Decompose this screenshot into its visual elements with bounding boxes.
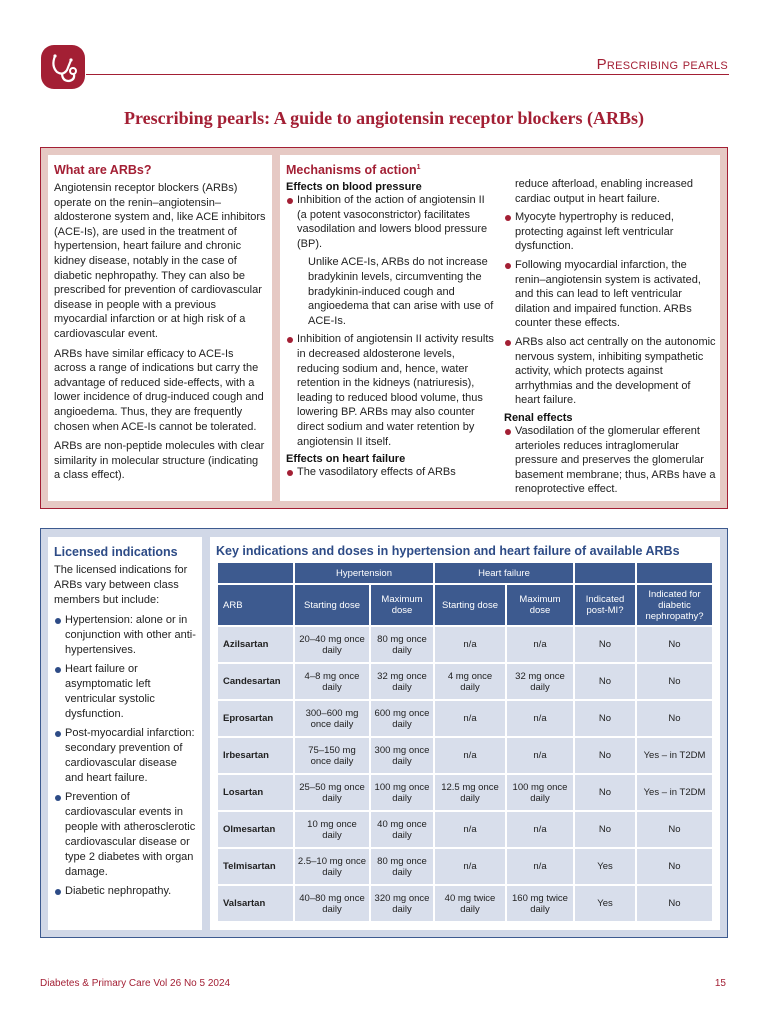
arb-table bbox=[216, 561, 714, 923]
list-item: Prevention of cardiovascular events in people with atherosclerotic cardiovascular disease or type 2 diabetes with organ damage. bbox=[54, 790, 196, 880]
cell-hf-max: n/a bbox=[507, 849, 573, 884]
list-item-continued: reduce afterload, enabling increased cardiac output in heart failure. bbox=[515, 178, 693, 205]
cell-ht-max: 320 mg once daily bbox=[371, 886, 433, 921]
col-header: Maximum dose bbox=[371, 585, 433, 625]
indented-note: Unlike ACE-Is, ARBs do not increase bradykinin levels, circumventing the bradykinin-induced cough and angioedema that can arise with use of ACE-Is. bbox=[308, 256, 494, 327]
cell-hf-start: 4 mg once daily bbox=[435, 664, 505, 699]
cell-hf-max: n/a bbox=[507, 812, 573, 847]
cell-arb: Eprosartan bbox=[218, 701, 293, 736]
footer-journal: Diabetes & Primary Care Vol 26 No 5 2024 bbox=[40, 978, 231, 989]
list-item: Inhibition of the action of angiotensin II (a potent vasoconstrictor) facilitates vasodilation and lowers blood pressure (BP). bbox=[286, 193, 496, 251]
renal-heading: Renal effects bbox=[504, 411, 573, 424]
cell-hf-max: 100 mg once daily bbox=[507, 775, 573, 810]
cell-ht-start: 10 mg once daily bbox=[295, 812, 369, 847]
list-item: Vasodilation of the glomerular efferent arterioles reduces intraglomerular pressure and preserves the glomerular basement membrane; thus, ARBs have a renoprotective effect. bbox=[504, 424, 716, 497]
col-header: Indicated for diabetic nephropathy? bbox=[637, 585, 712, 625]
header-blank bbox=[218, 563, 293, 583]
list-item: ARBs also act centrally on the autonomic nervous system, inhibiting sympathetic activity, which protects against arrhythmias and the development of heart failure. bbox=[504, 335, 716, 408]
cell-hf-start: n/a bbox=[435, 849, 505, 884]
table-title: Key indications and doses in hypertension and heart failure of available ARBs bbox=[216, 544, 680, 558]
cell-hf-start: n/a bbox=[435, 627, 505, 662]
cell-ht-max: 40 mg once daily bbox=[371, 812, 433, 847]
cell-arb: Candesartan bbox=[218, 664, 293, 699]
cell-arb: Azilsartan bbox=[218, 627, 293, 662]
list-item: Hypertension: alone or in conjunction with other anti-hypertensives. bbox=[54, 613, 196, 658]
table-row bbox=[218, 664, 712, 699]
paragraph: ARBs are non-peptide molecules with clear similarity in molecular structure (indicating a class effect). bbox=[54, 440, 265, 482]
cell-post-mi: No bbox=[575, 664, 635, 699]
col-header: Indicated post-MI? bbox=[575, 585, 635, 625]
cell-ht-start: 20–40 mg once daily bbox=[295, 627, 369, 662]
section-label: Prescribing pearls bbox=[596, 56, 728, 73]
cell-hf-start: n/a bbox=[435, 738, 505, 773]
cell-arb: Olmesartan bbox=[218, 812, 293, 847]
licensed-indications-panel bbox=[48, 537, 202, 930]
what-are-arbs-panel bbox=[48, 155, 272, 501]
table-row bbox=[218, 738, 712, 773]
cell-arb: Losartan bbox=[218, 775, 293, 810]
cell-hf-max: n/a bbox=[507, 627, 573, 662]
cell-hf-start: 40 mg twice daily bbox=[435, 886, 505, 921]
paragraph: ARBs have similar efficacy to ACE-Is across a range of indications but carry the advantage of reduced side-effects, with a lower incidence of drug-induced cough and angioedema. Thus, they are frequently chosen when ACE-Is cannot be tolerated. bbox=[54, 347, 264, 433]
list-item: Myocyte hypertrophy is reduced, protecting against left ventricular dysfunction. bbox=[504, 210, 716, 254]
what-are-arbs-title: What are ARBs? bbox=[54, 163, 152, 177]
cell-post-mi: Yes bbox=[575, 849, 635, 884]
cell-post-mi: Yes bbox=[575, 886, 635, 921]
hf-heading: Effects on heart failure bbox=[286, 453, 406, 466]
cell-post-mi: No bbox=[575, 738, 635, 773]
table-row bbox=[218, 812, 712, 847]
cell-ht-max: 300 mg once daily bbox=[371, 738, 433, 773]
table-row bbox=[218, 627, 712, 662]
cell-hf-max: n/a bbox=[507, 701, 573, 736]
list-item: Heart failure or asymptomatic left ventricular systolic dysfunction. bbox=[54, 662, 196, 722]
cell-nephro: No bbox=[637, 664, 712, 699]
cell-nephro: No bbox=[637, 849, 712, 884]
cell-ht-max: 100 mg once daily bbox=[371, 775, 433, 810]
cell-nephro: Yes – in T2DM bbox=[637, 775, 712, 810]
cell-ht-max: 80 mg once daily bbox=[371, 627, 433, 662]
header-rule bbox=[86, 74, 729, 75]
cell-arb: Valsartan bbox=[218, 886, 293, 921]
cell-ht-max: 600 mg once daily bbox=[371, 701, 433, 736]
list-item: The vasodilatory effects of ARBs bbox=[286, 465, 496, 480]
mechanisms-panel bbox=[280, 155, 720, 501]
cell-post-mi: No bbox=[575, 812, 635, 847]
cell-hf-max: 160 mg twice daily bbox=[507, 886, 573, 921]
table-row bbox=[218, 849, 712, 884]
col-header: ARB bbox=[218, 585, 293, 625]
cell-nephro: No bbox=[637, 701, 712, 736]
cell-ht-max: 32 mg once daily bbox=[371, 664, 433, 699]
cell-ht-start: 300–600 mg once daily bbox=[295, 701, 369, 736]
col-header: Starting dose bbox=[295, 585, 369, 625]
table-row bbox=[218, 701, 712, 736]
cell-ht-start: 2.5–10 mg once daily bbox=[295, 849, 369, 884]
stethoscope-icon bbox=[40, 44, 86, 90]
cell-post-mi: No bbox=[575, 775, 635, 810]
cell-hf-start: n/a bbox=[435, 701, 505, 736]
list-item: Diabetic nephropathy. bbox=[54, 884, 196, 899]
licensed-indications-title: Licensed indications bbox=[54, 545, 178, 559]
cell-hf-max: n/a bbox=[507, 738, 573, 773]
group-heart-failure: Heart failure bbox=[435, 563, 573, 583]
cell-ht-start: 25–50 mg once daily bbox=[295, 775, 369, 810]
table-row bbox=[218, 775, 712, 810]
header-blank bbox=[637, 563, 712, 583]
cell-arb: Irbesartan bbox=[218, 738, 293, 773]
list-item: Following myocardial infarction, the renin–angiotensin system is activated, and this can lead to left ventricular dilation and impaired function. ARBs counter these effects. bbox=[504, 258, 716, 331]
cell-ht-max: 80 mg once daily bbox=[371, 849, 433, 884]
col-header: Maximum dose bbox=[507, 585, 573, 625]
paragraph: Angiotensin receptor blockers (ARBs) operate on the renin–angiotensin–aldosterone system and, like ACE inhibitors (ACE-Is), are used in the treatment of hypertension, heart failure and chronic kidney disease, notably in the case of diabetic nephropathy. They can also be prescribed for prevention of cardiovascular disease in people with a previous myocardial infarction or at high risk of a cardiovascular event. bbox=[54, 182, 266, 340]
page-title: Prescribing pearls: A guide to angiotensin receptor blockers (ARBs) bbox=[124, 108, 644, 128]
licensed-intro: The licensed indications for ARBs vary between class members but include: bbox=[54, 564, 188, 606]
cell-post-mi: No bbox=[575, 701, 635, 736]
cell-post-mi: No bbox=[575, 627, 635, 662]
cell-nephro: No bbox=[637, 627, 712, 662]
header-blank bbox=[575, 563, 635, 583]
bp-heading: Effects on blood pressure bbox=[286, 181, 422, 193]
mechanisms-title: Mechanisms of action$^1$ bbox=[286, 163, 421, 177]
cell-hf-start: n/a bbox=[435, 812, 505, 847]
table-row bbox=[218, 886, 712, 921]
list-item: Post-myocardial infarction: secondary prevention of cardiovascular disease and heart failure. bbox=[54, 726, 196, 786]
group-hypertension: Hypertension bbox=[295, 563, 433, 583]
cell-ht-start: 40–80 mg once daily bbox=[295, 886, 369, 921]
list-item: Inhibition of angiotensin II activity results in decreased aldosterone levels, reducing sodium and, hence, water retention in the kidneys (natriuresis), leading to reduced blood volume, thus lowering BP. ARBs may also counter direct sodium and water retention by angiotensin II itself. bbox=[286, 332, 496, 449]
cell-ht-start: 4–8 mg once daily bbox=[295, 664, 369, 699]
cell-nephro: No bbox=[637, 886, 712, 921]
cell-arb: Telmisartan bbox=[218, 849, 293, 884]
cell-hf-start: 12.5 mg once daily bbox=[435, 775, 505, 810]
cell-hf-max: 32 mg once daily bbox=[507, 664, 573, 699]
cell-ht-start: 75–150 mg once daily bbox=[295, 738, 369, 773]
cell-nephro: Yes – in T2DM bbox=[637, 738, 712, 773]
col-header: Starting dose bbox=[435, 585, 505, 625]
cell-nephro: No bbox=[637, 812, 712, 847]
page-number: 15 bbox=[714, 978, 726, 989]
arb-table-panel bbox=[210, 537, 720, 930]
